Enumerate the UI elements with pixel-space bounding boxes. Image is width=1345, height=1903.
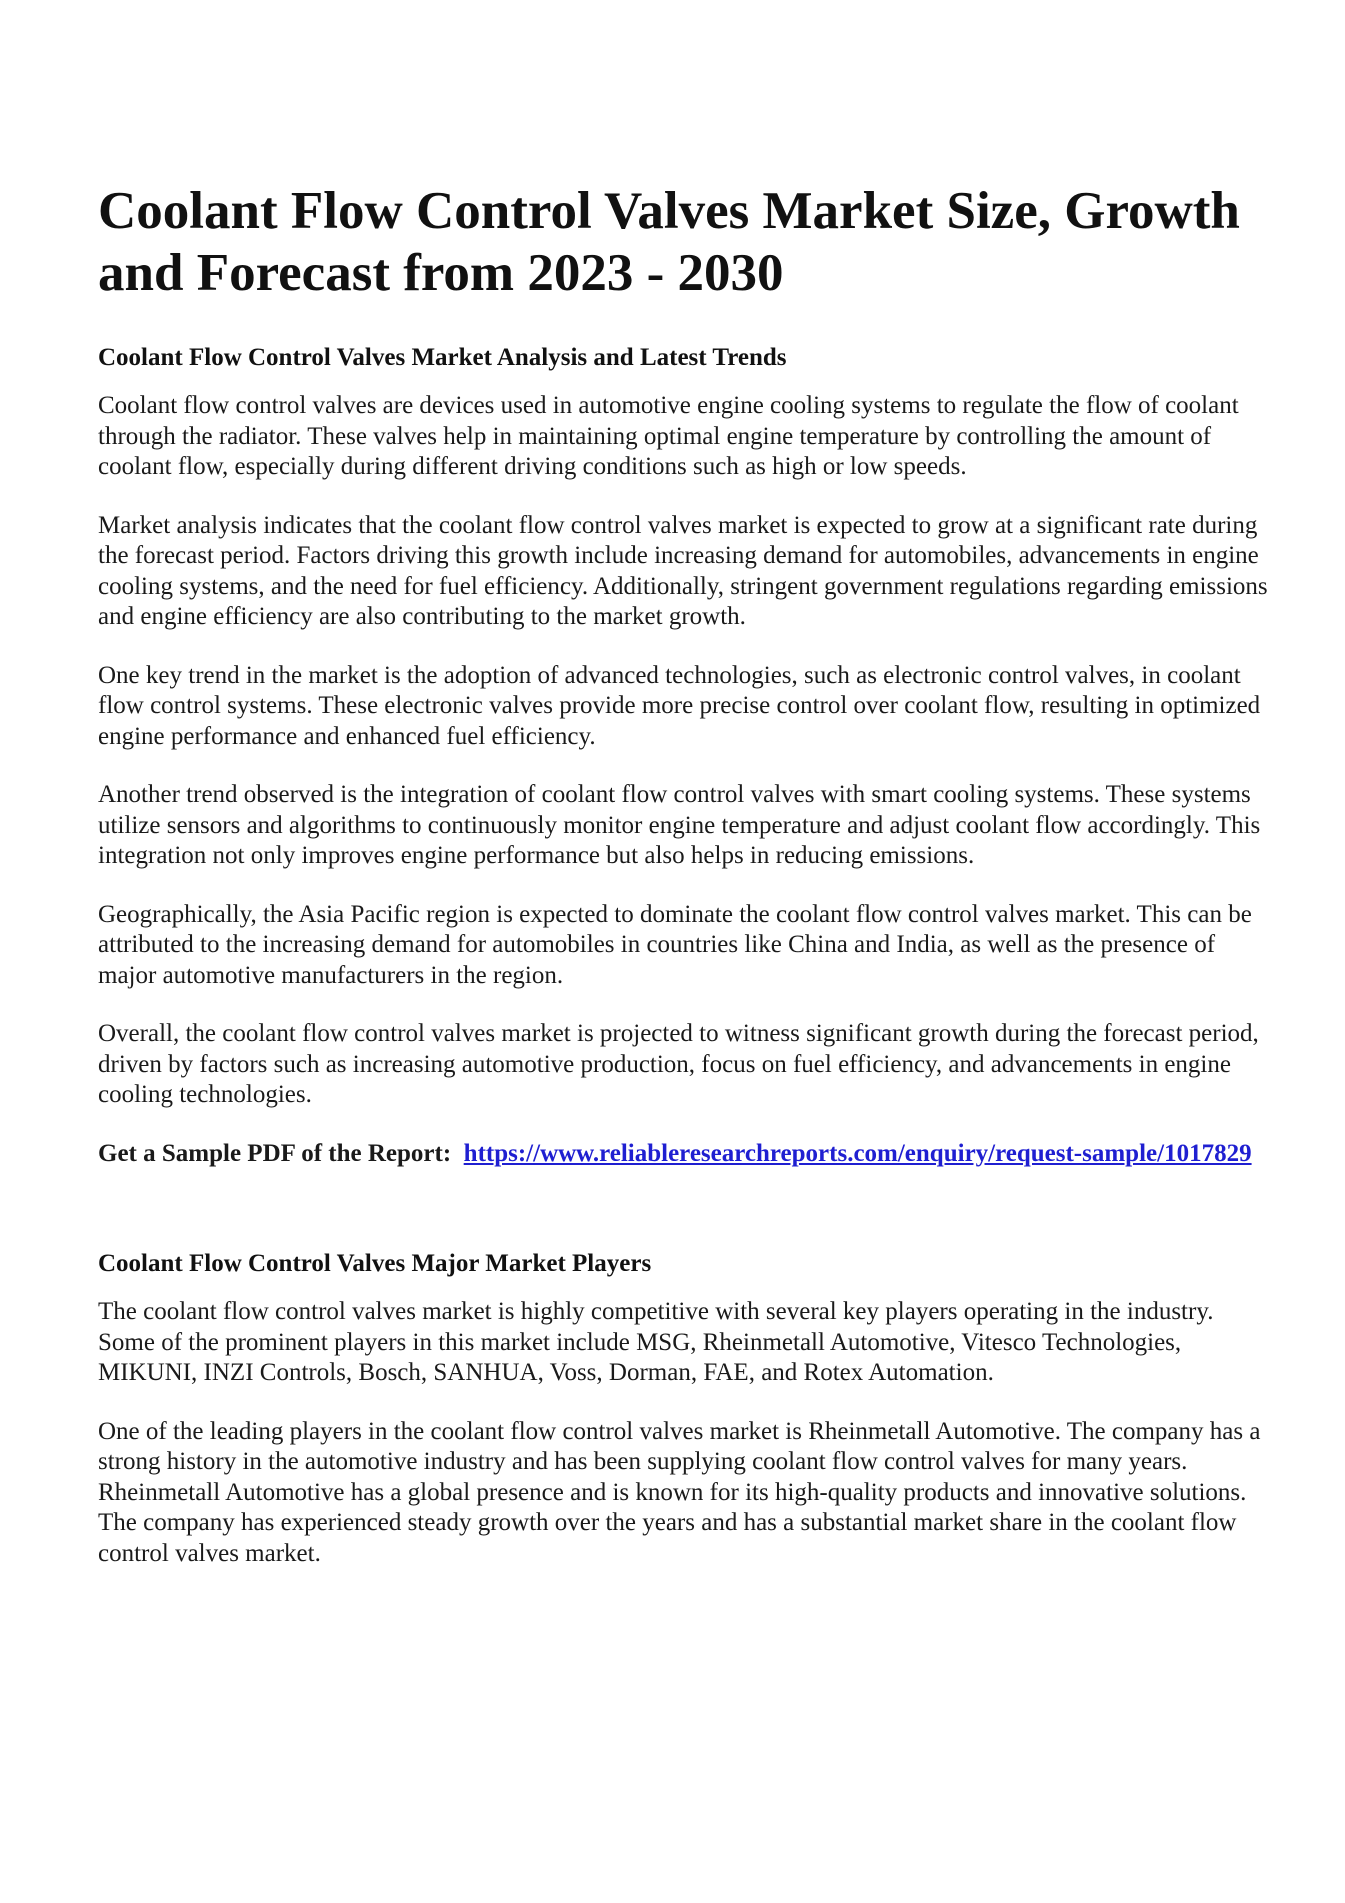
paragraph: Overall, the coolant flow control valves market is projected to witness significant growth during the forecast period, driven by factors such as increasing automotive production, focus on fuel efficiency, and advancements in engine cooling technologies.: [98, 1020, 1259, 1108]
section-heading-analysis: Coolant Flow Control Valves Market Analysis and Latest Trends: [98, 344, 787, 371]
document-page: [98, 180, 1268, 1597]
section-heading-players: Coolant Flow Control Valves Major Market Players: [98, 1250, 652, 1277]
spacer: [98, 1169, 1268, 1248]
market-analysis-section: [98, 342, 1268, 1169]
paragraph: One of the leading players in the coolant flow control valves market is Rheinmetall Automotive. The company has a strong history in the automotive industry and has been supplying coolant flow control valves for many years. Rheinmetall Automotive has a global presence and is known for its high-quality products and innovative solutions. The company has experienced steady growth over the years and has a substantial market share in the coolant flow control valves market.: [98, 1417, 1261, 1567]
sample-pdf-label: Get a Sample PDF of the Report:: [98, 1139, 452, 1167]
paragraph: Market analysis indicates that the coolant flow control valves market is expected to grow at a significant rate during the forecast period. Factors driving this growth include increasing demand for automobiles, advancements in engine cooling systems, and the need for fuel efficiency. Additionally, stringent government regulations regarding emissions and engine efficiency are also contributing to the market growth.: [98, 511, 1268, 630]
paragraph: One key trend in the market is the adoption of advanced technologies, such as electronic control valves, in coolant flow control systems. These electronic valves provide more precise control over coolant flow, resulting in optimized engine performance and enhanced fuel efficiency.: [98, 661, 1261, 750]
paragraph: Geographically, the Asia Pacific region is expected to dominate the coolant flow control valves market. This can be attributed to the increasing demand for automobiles in countries like China and India, as well as the presence of major automotive manufacturers in the region.: [98, 900, 1252, 989]
market-players-section: [98, 1248, 1268, 1569]
page-title: Coolant Flow Control Valves Market Size, Growth and Forecast from 2023 - 2030: [98, 182, 1240, 302]
sample-pdf-link[interactable]: https://www.reliableresearchreports.com/enquiry/request-sample/1017829: [463, 1139, 1252, 1167]
paragraph: Another trend observed is the integration of coolant flow control valves with smart cooling systems. These systems utilize sensors and algorithms to continuously monitor engine temperature and adjust coolant flow accordingly. This integration not only improves engine performance but also helps in reducing emissions.: [98, 781, 1261, 869]
paragraph: The coolant flow control valves market is highly competitive with several key players operating in the industry. Some of the prominent players in this market include MSG, Rheinmetall Automotive, Vitesco Technologies, MIKUNI, INZI Controls, Bosch, SANHUA, Voss, Dorman, FAE, and Rotex Automation.: [98, 1298, 1214, 1386]
sample-pdf-line: [98, 1139, 1268, 1170]
paragraph: Coolant flow control valves are devices used in automotive engine cooling systems to regulate the flow of coolant through the radiator. These valves help in maintaining optimal engine temperature by controlling the amount of coolant flow, especially during different driving conditions such as high or low speeds.: [98, 392, 1239, 480]
